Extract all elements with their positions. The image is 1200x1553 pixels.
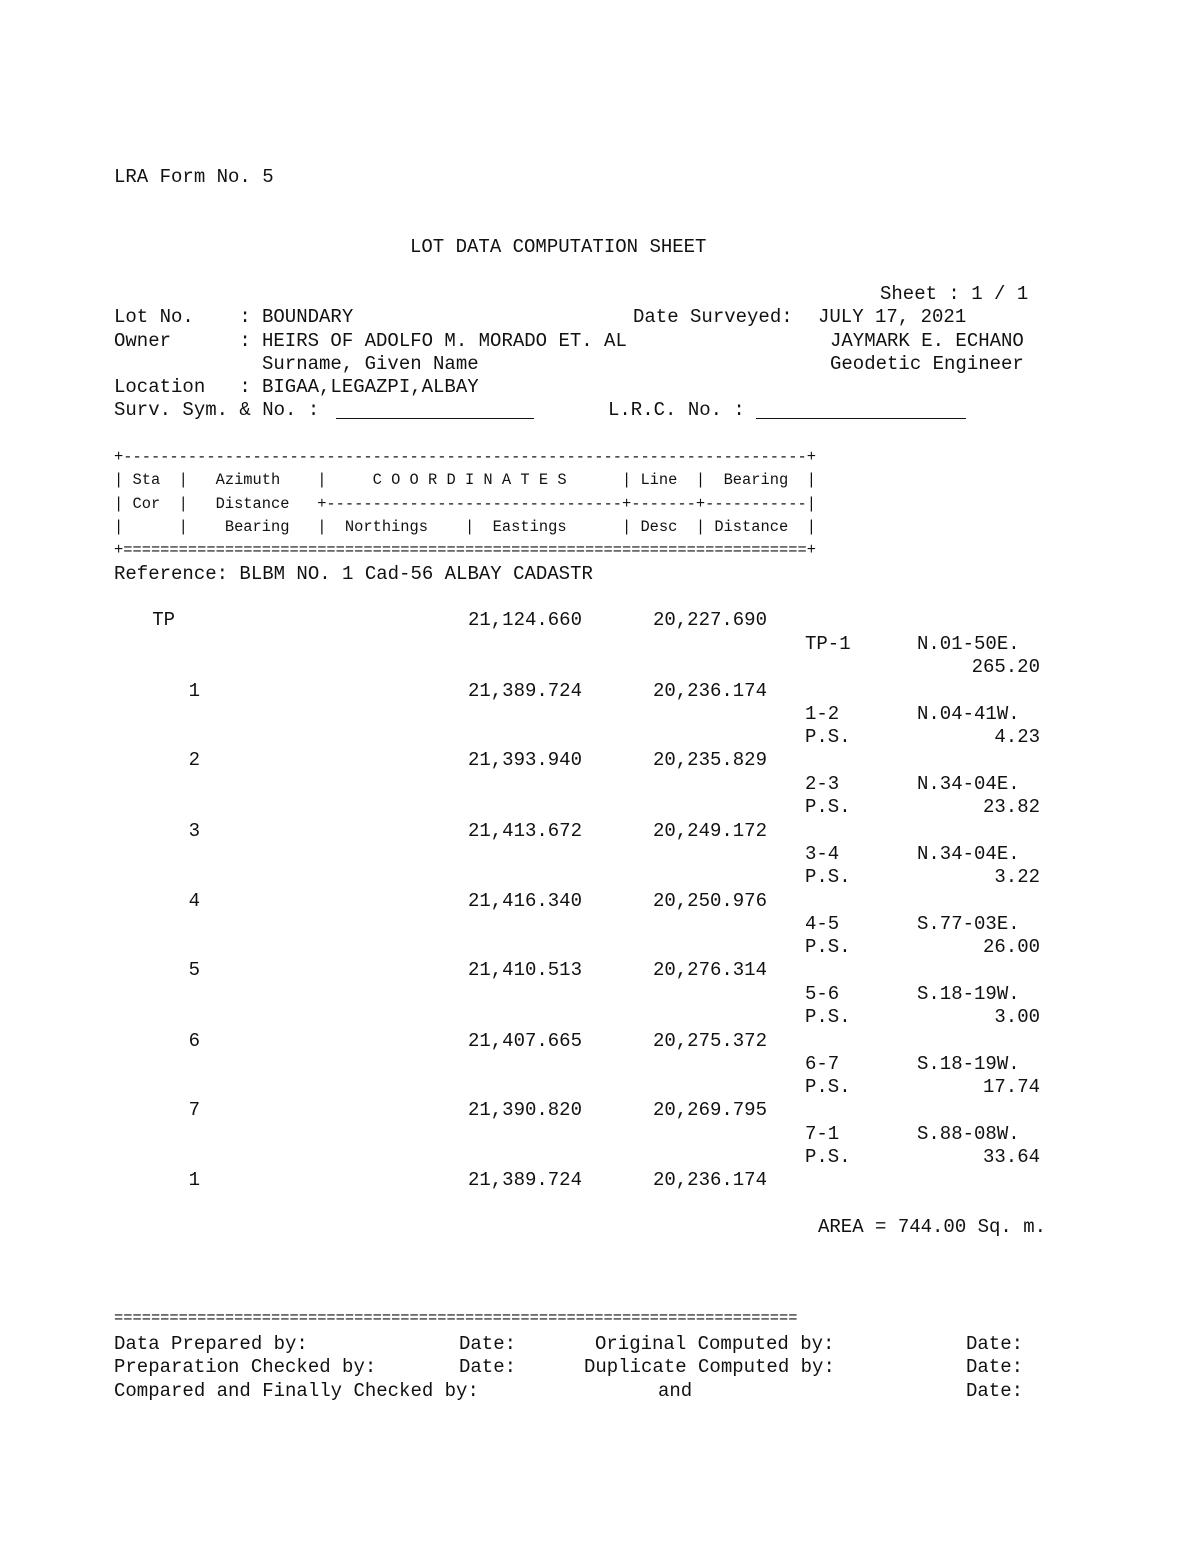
- date-surveyed-value: JULY 17, 2021: [818, 306, 967, 328]
- duplicate-computed-by-label: Duplicate Computed by:: [584, 1356, 835, 1378]
- date-label: Date:: [459, 1333, 517, 1355]
- station-northing: 21,407.665: [467, 1030, 582, 1052]
- station-easting: 20,249.172: [652, 820, 767, 842]
- station-easting: 20,236.174: [652, 1169, 767, 1191]
- line-type: P.S.: [805, 726, 851, 748]
- table-header-top-border: +--------------------------------------------------------------------------+: [114, 448, 816, 466]
- station-sta: TP: [152, 609, 175, 631]
- station-easting: 20,235.829: [652, 749, 767, 771]
- station-sta: 4: [188, 890, 200, 912]
- station-easting: 20,269.795: [652, 1099, 767, 1121]
- line-type: P.S.: [805, 936, 851, 958]
- lrc-no-label: L.R.C. No. :: [608, 399, 745, 421]
- sheet-number: Sheet : 1 / 1: [880, 283, 1029, 305]
- line-bearing: N.04-41W.: [917, 703, 1020, 725]
- and-label: and: [658, 1380, 693, 1402]
- date-label: Date:: [966, 1380, 1024, 1402]
- location-value: BIGAA,LEGAZPI,ALBAY: [262, 376, 479, 398]
- line-type: P.S.: [805, 1006, 851, 1028]
- station-sta: 1: [188, 1169, 200, 1191]
- table-header-row-1: | Sta | Azimuth | C O O R D I N A T E S | Line | Bearing |: [114, 471, 816, 489]
- station-easting: 20,276.314: [652, 959, 767, 981]
- location-label: Location :: [114, 376, 251, 398]
- form-number: LRA Form No. 5: [114, 166, 274, 188]
- line-type: P.S.: [805, 866, 851, 888]
- owner-hint: Surname, Given Name: [262, 353, 479, 375]
- line-distance: 23.82: [982, 796, 1040, 818]
- lot-no-value: BOUNDARY: [262, 306, 354, 328]
- station-easting: 20,236.174: [652, 680, 767, 702]
- line-bearing: S.18-19W.: [917, 983, 1020, 1005]
- lrc-no-blank: [756, 418, 966, 419]
- station-northing: 21,416.340: [467, 890, 582, 912]
- line-distance: 265.20: [971, 656, 1040, 678]
- data-prepared-by-label: Data Prepared by:: [114, 1333, 308, 1355]
- line-bearing: N.01-50E.: [917, 633, 1020, 655]
- surv-sym-blank: [336, 418, 534, 419]
- lot-no-label: Lot No. :: [114, 306, 251, 328]
- original-computed-by-label: Original Computed by:: [595, 1333, 835, 1355]
- line-desc: TP-1: [805, 633, 851, 655]
- line-distance: 26.00: [982, 936, 1040, 958]
- line-desc: 3-4: [805, 843, 840, 865]
- line-type: P.S.: [805, 1146, 851, 1168]
- line-distance: 3.22: [994, 866, 1040, 888]
- footer-rule: ==========================================================================: [114, 1309, 798, 1327]
- station-sta: 1: [188, 680, 200, 702]
- line-desc: 1-2: [805, 703, 840, 725]
- date-label: Date:: [459, 1356, 517, 1378]
- date-label: Date:: [966, 1356, 1024, 1378]
- owner-value: HEIRS OF ADOLFO M. MORADO ET. AL: [262, 330, 627, 352]
- date-label: Date:: [966, 1333, 1024, 1355]
- preparation-checked-by-label: Preparation Checked by:: [114, 1356, 377, 1378]
- station-easting: 20,275.372: [652, 1030, 767, 1052]
- line-bearing: N.34-04E.: [917, 773, 1020, 795]
- date-surveyed-label: Date Surveyed:: [633, 306, 793, 328]
- station-sta: 6: [188, 1030, 200, 1052]
- station-northing: 21,389.724: [467, 680, 582, 702]
- table-header-row-3: | | Bearing | Northings | Eastings | Desc | Distance |: [114, 518, 816, 536]
- station-northing: 21,390.820: [467, 1099, 582, 1121]
- station-sta: 7: [188, 1099, 200, 1121]
- station-sta: 2: [188, 749, 200, 771]
- line-desc: 7-1: [805, 1123, 840, 1145]
- owner-label: Owner :: [114, 330, 251, 352]
- station-northing: 21,410.513: [467, 959, 582, 981]
- station-northing: 21,389.724: [467, 1169, 582, 1191]
- engineer-title: Geodetic Engineer: [830, 353, 1024, 375]
- area-total: AREA = 744.00 Sq. m.: [818, 1216, 1047, 1238]
- compared-checked-by-label: Compared and Finally Checked by:: [114, 1380, 479, 1402]
- station-northing: 21,124.660: [467, 609, 582, 631]
- line-type: P.S.: [805, 796, 851, 818]
- line-distance: 33.64: [982, 1146, 1040, 1168]
- station-easting: 20,227.690: [652, 609, 767, 631]
- table-header-bottom-border: +==========================================================================+: [114, 541, 816, 559]
- line-desc: 4-5: [805, 913, 840, 935]
- line-desc: 5-6: [805, 983, 840, 1005]
- table-header-row-2: | Cor | Distance +--------------------------------+-------+-----------|: [114, 495, 816, 513]
- line-type: P.S.: [805, 1076, 851, 1098]
- line-bearing: N.34-04E.: [917, 843, 1020, 865]
- line-bearing: S.18-19W.: [917, 1053, 1020, 1075]
- line-distance: 4.23: [994, 726, 1040, 748]
- station-easting: 20,250.976: [652, 890, 767, 912]
- reference-line: Reference: BLBM NO. 1 Cad-56 ALBAY CADASTR: [114, 563, 593, 585]
- line-desc: 6-7: [805, 1053, 840, 1075]
- station-northing: 21,393.940: [467, 749, 582, 771]
- page-title: LOT DATA COMPUTATION SHEET: [410, 236, 707, 258]
- line-bearing: S.77-03E.: [917, 913, 1020, 935]
- line-desc: 2-3: [805, 773, 840, 795]
- engineer-name: JAYMARK E. ECHANO: [830, 330, 1024, 352]
- line-distance: 3.00: [994, 1006, 1040, 1028]
- station-sta: 3: [188, 820, 200, 842]
- line-bearing: S.88-08W.: [917, 1123, 1020, 1145]
- line-distance: 17.74: [982, 1076, 1040, 1098]
- station-northing: 21,413.672: [467, 820, 582, 842]
- surv-sym-label: Surv. Sym. & No. :: [114, 399, 320, 421]
- station-sta: 5: [188, 959, 200, 981]
